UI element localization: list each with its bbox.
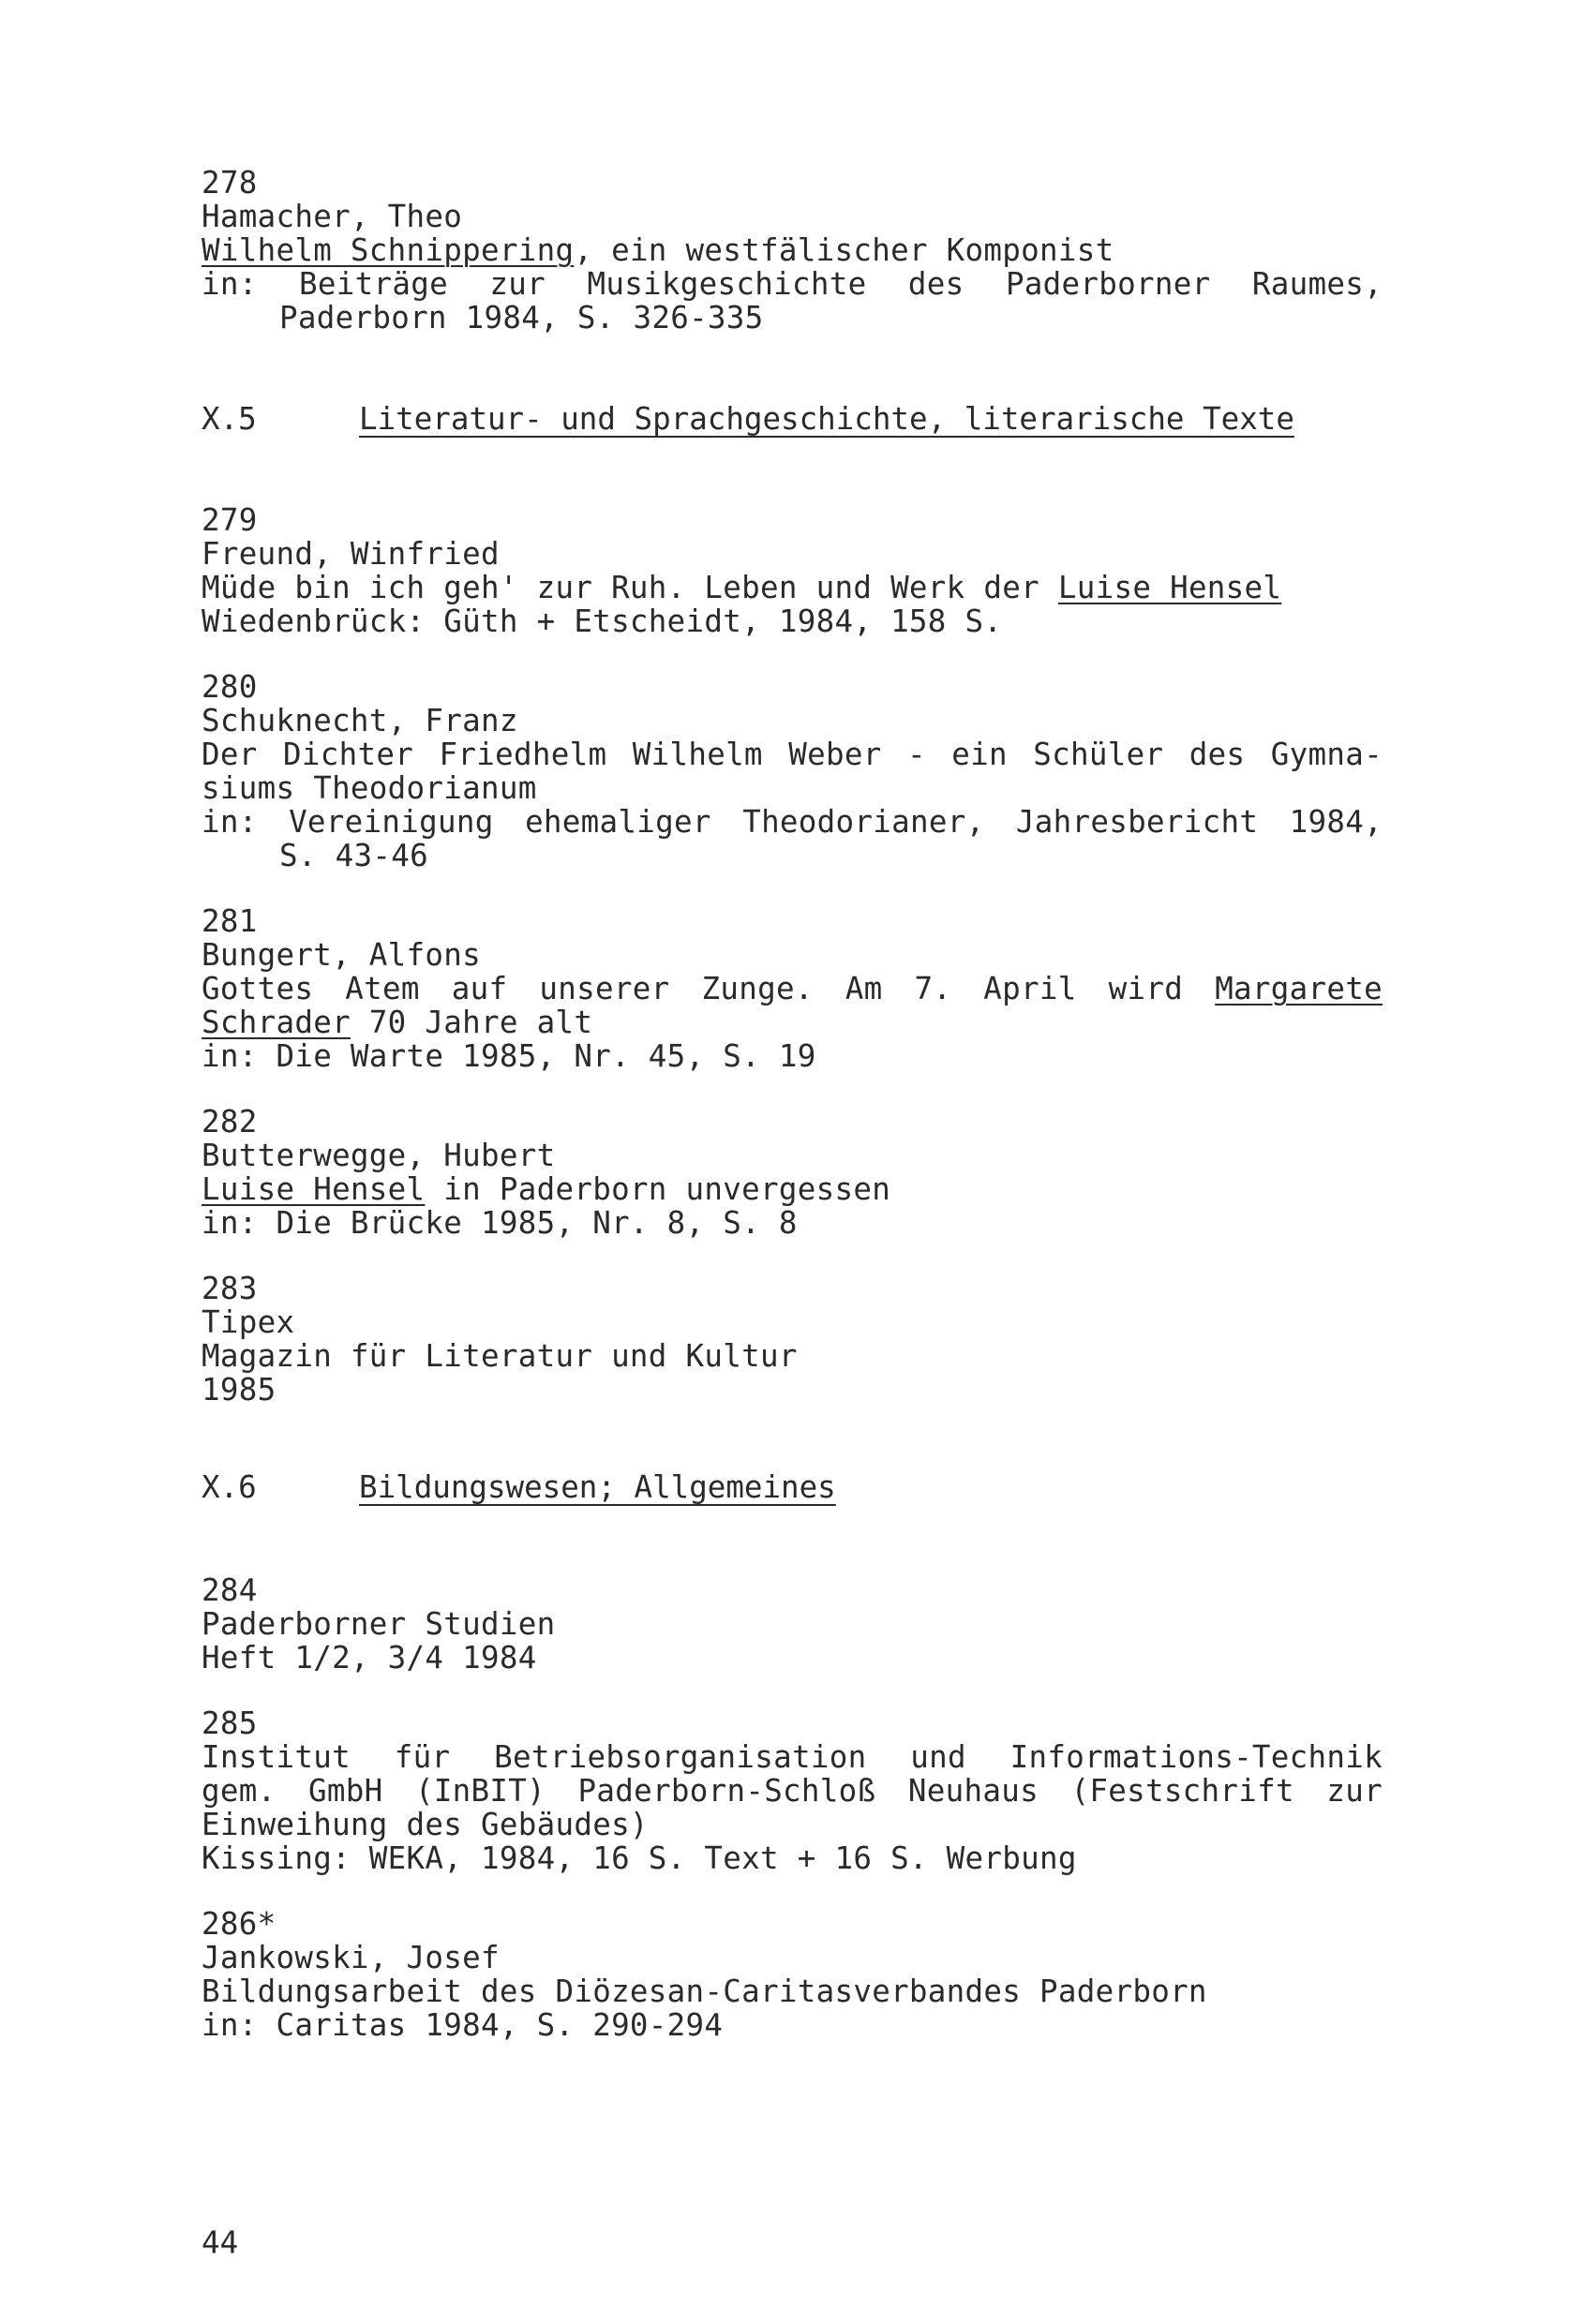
entry-author: Butterwegge, Hubert (202, 1138, 556, 1173)
entry-source: in: Caritas 1984, S. 290-294 (202, 2007, 724, 2043)
entry-author: Bungert, Alfons (202, 937, 481, 973)
title-pre: Gottes Atem auf unserer Zunge. Am 7. April wird (202, 971, 1216, 1006)
entry-source-cont: Paderborn 1984, S. 326-335 (279, 300, 764, 335)
title-rest: in Paderborn unvergessen (425, 1171, 891, 1207)
entry-number: 285 (202, 1706, 258, 1741)
section-number: X.6 (202, 1469, 257, 1505)
entry-source: in: Beiträge zur Musikgeschichte des Paderborner Raumes, (202, 266, 1383, 302)
title-rest: 70 Jahre alt (350, 1005, 593, 1040)
entry-number: 278 (202, 165, 258, 201)
entry-title-cont (202, 1006, 592, 1039)
entry-title-cont: siums Theodorianum (202, 770, 537, 806)
entry-author: Hamacher, Theo (202, 199, 463, 234)
underlined-name: Margarete (1215, 971, 1383, 1006)
entry-title (202, 972, 1383, 1006)
entry-title: Magazin für Literatur und Kultur (202, 1338, 798, 1374)
section-number: X.5 (202, 401, 257, 437)
entry-number: 284 (202, 1572, 258, 1608)
entry-author: Freund, Winfried (202, 536, 500, 572)
entry-year: 1985 (202, 1372, 277, 1408)
entry-number: 283 (202, 1271, 258, 1306)
entry-publication: Wiedenbrück: Güth + Etscheidt, 1984, 158 S. (202, 603, 1003, 639)
page-number: 44 (202, 2225, 239, 2260)
underlined-name: Wilhelm Schnippering (202, 232, 575, 268)
entry-number: 286* (202, 1906, 277, 1942)
title-pre: Müde bin ich geh' zur Ruh. Leben und Werk der (202, 570, 1058, 605)
entry-title (202, 1172, 890, 1206)
entry-source: in: Vereinigung ehemaliger Theodorianer, Jahresbericht 1984, (202, 804, 1383, 840)
entry-number: 280 (202, 669, 258, 705)
entry-publication: Kissing: WEKA, 1984, 16 S. Text + 16 S. Werbung (202, 1840, 1077, 1876)
entry-title (202, 571, 1281, 604)
entry-author: Jankowski, Josef (202, 1940, 500, 1975)
section-title: Bildungswesen; Allgemeines (359, 1469, 836, 1505)
entry-title-cont: gem. GmbH (InBIT) Paderborn-Schloß Neuhaus (Festschrift zur (202, 1773, 1383, 1809)
entry-title-cont: Einweihung des Gebäudes) (202, 1807, 649, 1842)
entry-title: Der Dichter Friedhelm Wilhelm Weber - ein Schüler des Gymna- (202, 737, 1383, 772)
entry-source-cont: S. 43-46 (279, 838, 428, 873)
underlined-name: Schrader (202, 1005, 351, 1040)
entry-title (202, 233, 1114, 267)
section-title: Literatur- und Sprachgeschichte, literarische Texte (359, 401, 1294, 437)
entry-number: 281 (202, 903, 258, 939)
entry-title: Paderborner Studien (202, 1606, 556, 1642)
entry-source: in: Die Warte 1985, Nr. 45, S. 19 (202, 1038, 816, 1074)
entry-issue: Heft 1/2, 3/4 1984 (202, 1640, 537, 1676)
entry-number: 282 (202, 1104, 258, 1140)
entry-number: 279 (202, 502, 258, 538)
entry-source: in: Die Brücke 1985, Nr. 8, S. 8 (202, 1205, 798, 1241)
underlined-name: Luise Hensel (1057, 570, 1282, 605)
underlined-name: Luise Hensel (202, 1171, 426, 1207)
entry-title: Bildungsarbeit des Diözesan-Caritasverbandes Paderborn (202, 1974, 1207, 2009)
entry-author: Schuknecht, Franz (202, 703, 518, 738)
entry-title: Institut für Betriebsorganisation und Informations-Technik (202, 1739, 1383, 1775)
title-rest: , ein westfälischer Komponist (574, 232, 1114, 268)
entry-author: Tipex (202, 1304, 295, 1340)
